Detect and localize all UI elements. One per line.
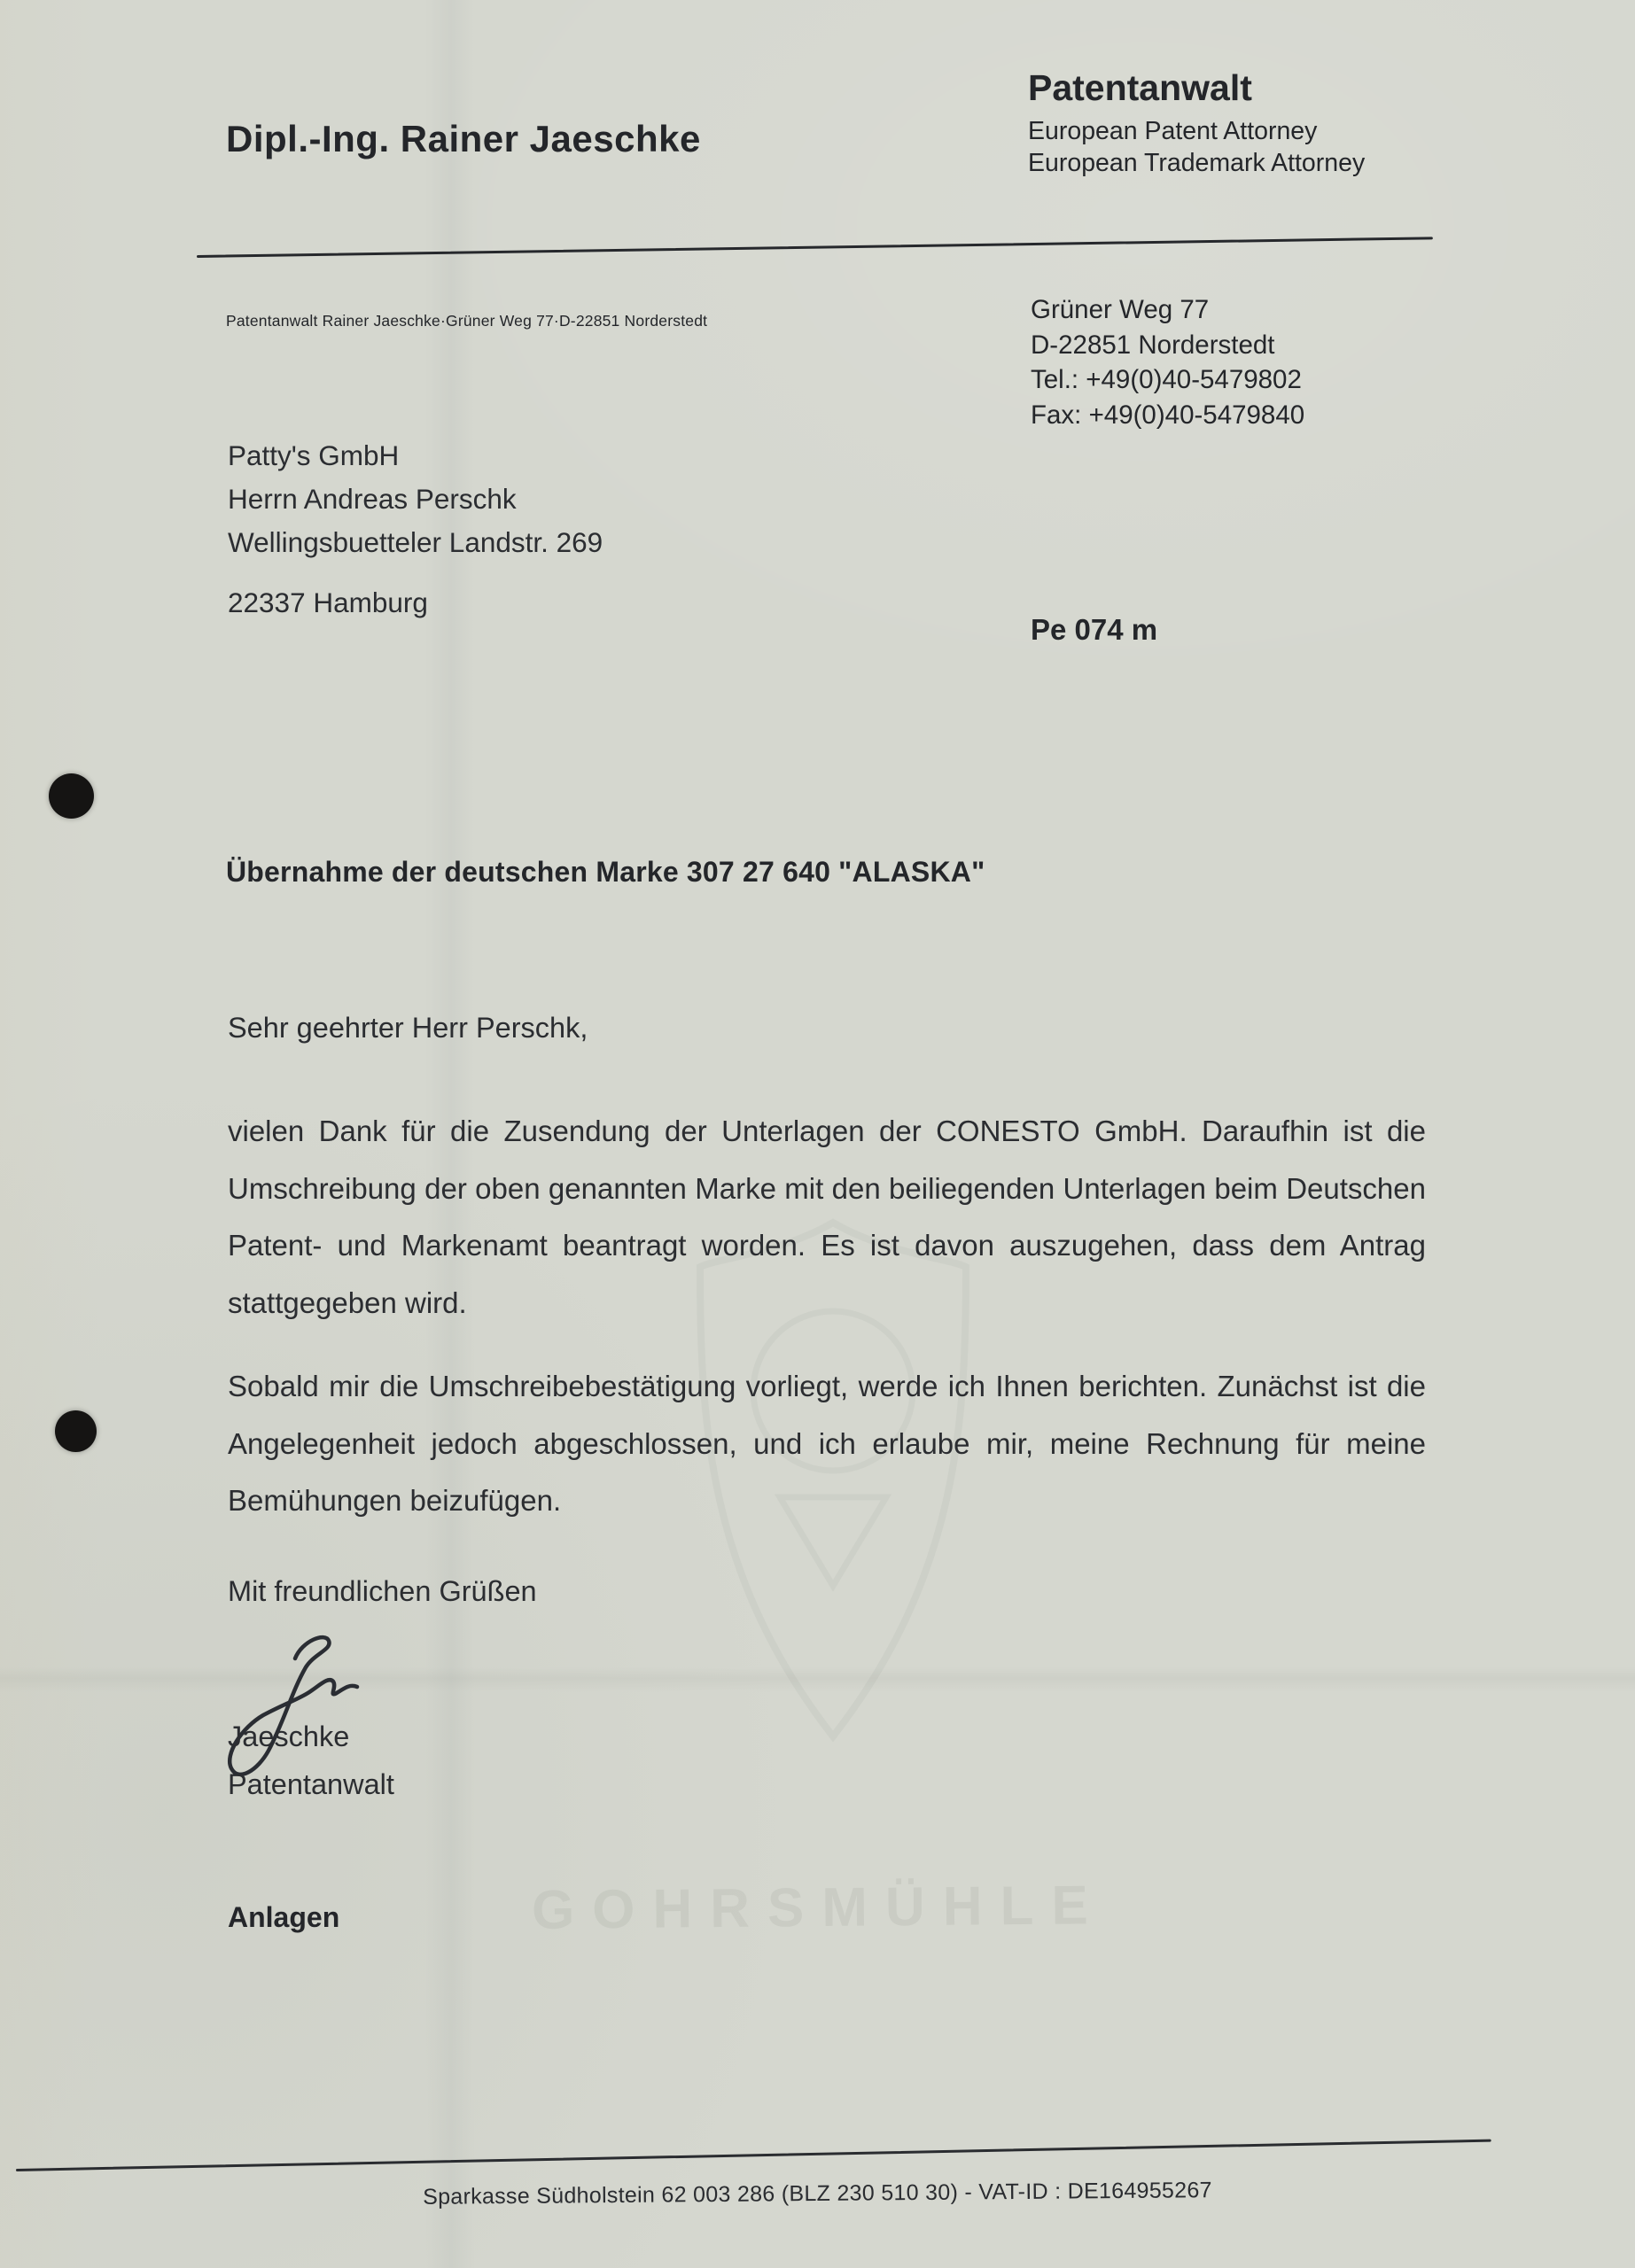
letterhead-profession: Patentanwalt (1028, 67, 1252, 108)
letterhead-subtitle-1: European Patent Attorney (1028, 117, 1318, 145)
recipient-city: 22337 Hamburg (228, 586, 428, 618)
salutation: Sehr geehrter Herr Perschk, (228, 1012, 588, 1044)
body-paragraph-1: vielen Dank für die Zusendung der Unterlagen der CONESTO GmbH. Daraufhin ist die Umschreibung der oben genannten Marke mit den beiliegenden Unterlagen beim Deutschen Patent- und Markenamt beantragt worden. Es ist davon auszugehen, dass dem Antrag stattgegeben wird. (228, 1115, 1426, 1319)
recipient-street: Wellingsbuetteler Landstr. 269 (228, 526, 603, 558)
contact-city: D-22851 Norderstedt (1031, 330, 1275, 360)
letterhead-subtitle-2: European Trademark Attorney (1028, 149, 1366, 177)
enclosures-note: Anlagen (228, 1901, 340, 1933)
contact-block (1031, 292, 1304, 432)
closing-phrase: Mit freundlichen Grüßen (228, 1575, 537, 1607)
footer-divider-line (16, 2140, 1491, 2171)
recipient-person: Herrn Andreas Perschk (228, 483, 517, 515)
contact-phone: Tel.: +49(0)40-5479802 (1031, 365, 1302, 394)
sender-return-address: Patentanwalt Rainer Jaeschke·Grüner Weg 77·D-22851 Norderstedt (226, 312, 708, 330)
recipient-company: Patty's GmbH (228, 439, 400, 471)
paper-watermark-text: GOHRSMÜHLE (531, 1875, 1107, 1941)
punch-hole-top (49, 773, 94, 819)
file-reference: Pe 074 m (1031, 613, 1158, 646)
signature-title: Patentanwalt (228, 1768, 394, 1800)
signature-name: Jaeschke (228, 1720, 350, 1752)
contact-fax: Fax: +49(0)40-5479840 (1031, 400, 1305, 430)
letterhead-subtitles (1028, 115, 1365, 179)
header-divider-line (197, 237, 1433, 258)
body-paragraph-2: Sobald mir die Umschreibebestätigung vorliegt, werde ich Ihnen berichten. Zunächst ist die Angelegenheit jedoch abgeschlossen, und ich erlaube mir, meine Rechnung für meine Bemühungen beizufügen. (228, 1370, 1426, 1517)
letterhead-name: Dipl.-Ing. Rainer Jaeschke (226, 118, 701, 159)
contact-street: Grüner Weg 77 (1031, 295, 1210, 324)
punch-hole-bottom (55, 1410, 97, 1452)
recipient-address (228, 434, 603, 564)
subject-line: Übernahme der deutschen Marke 307 27 640 "ALASKA" (226, 856, 985, 888)
handwritten-signature (217, 1621, 421, 1790)
footer-bank-details: Sparkasse Südholstein 62 003 286 (BLZ 230 510 30) - VAT-ID : DE164955267 (423, 2178, 1212, 2210)
